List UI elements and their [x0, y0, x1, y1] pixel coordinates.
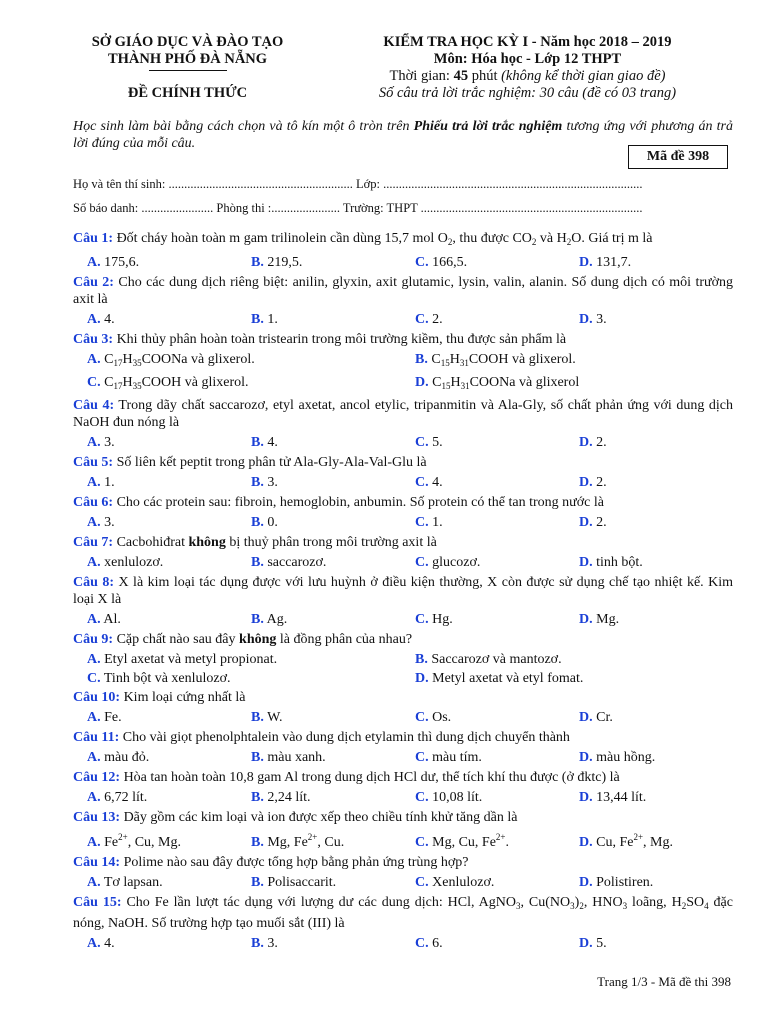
question-14-options	[73, 874, 733, 891]
question-10-options	[73, 709, 733, 726]
option-d: D. màu hồng.	[579, 750, 656, 765]
question-12-options	[73, 789, 733, 806]
question-12: Câu 12: Hòa tan hoàn toàn 10,8 gam Al trong dung dịch HCl dư, thể tích khí thu được (ở đktc) là	[73, 770, 620, 785]
student-id-field: Số báo danh: ....................... Phòng thi :...................... Trường: THPT .......................................................................	[73, 201, 643, 215]
option-b: B. màu xanh.	[251, 750, 326, 765]
question-1: Câu 1: Đốt cháy hoàn toàn m gam trilinolein cần dùng 15,7 mol $O_2$, thu được $CO_2$ và $H_2O$. Giá trị m là	[73, 231, 653, 247]
official-label: ĐỀ CHÍNH THỨC	[127, 85, 248, 101]
question-8: Câu 8: X là kim loại tác dụng được với lưu huỳnh ở điều kiện thường, X còn được sử dụng chế tạo nhiệt kế. Kim loại X là	[73, 575, 734, 607]
dept-line-1: SỞ GIÁO DỤC VÀ ĐÀO TẠO	[91, 34, 284, 50]
option-a: A. Al.	[87, 612, 121, 627]
option-c: C. 10,08 lít.	[415, 790, 483, 805]
exam-title: KIỂM TRA HỌC KỲ I - Năm học 2018 – 2019	[383, 34, 672, 50]
option-c: C. 2.	[415, 312, 443, 327]
option-a: A. màu đỏ.	[87, 750, 150, 765]
option-b: B. saccarozơ.	[251, 555, 327, 570]
question-3-options-row2	[73, 374, 733, 395]
exam-time: Thời gian: 45 phút (không kể thời gian giao đề)	[389, 68, 666, 84]
question-9-options-row1	[73, 651, 733, 668]
option-b: B. W.	[251, 710, 283, 725]
question-11: Câu 11: Cho vài giọt phenolphtalein vào dung dịch etylamin thì dung dịch chuyển thành	[73, 730, 570, 745]
option-c: C. 1.	[415, 515, 443, 530]
option-c: C. Os.	[415, 710, 452, 725]
question-6-options	[73, 514, 733, 531]
option-d: D. Metyl axetat và etyl fomat.	[415, 671, 584, 686]
option-d: D. 13,44 lít.	[579, 790, 647, 805]
question-9-options-row2	[73, 670, 733, 687]
question-8-options	[73, 611, 733, 628]
option-d: D. 2.	[579, 515, 607, 530]
option-a: A. Fe.	[87, 710, 122, 725]
question-4: Câu 4: Trong dãy chất saccarozơ, etyl axetat, ancol etylic, tripanmitin và Ala-Gly, số chất phản ứng với dung dịch NaOH đun nóng là	[73, 398, 733, 430]
question-1-options	[73, 254, 733, 271]
option-c: C. Xenlulozơ.	[415, 875, 495, 890]
option-c: C. glucozơ.	[415, 555, 481, 570]
option-d: D. tinh bột.	[579, 555, 643, 570]
option-d: D. Cr.	[579, 710, 613, 725]
option-d: D. Polistiren.	[579, 875, 654, 890]
question-5: Câu 5: Số liên kết peptit trong phân tử Ala-Gly-Ala-Val-Glu là	[73, 455, 427, 470]
option-a: A. Tơ lapsan.	[87, 875, 163, 890]
option-c: C. 5.	[415, 435, 443, 450]
student-name-field: Họ và tên thí sinh: ........................................................... Lớp: ...................................................................................	[73, 177, 643, 191]
option-b: B. 2,24 lít.	[251, 790, 311, 805]
option-d: D. $C_{15}H_{31}COONa$ và glixerol	[415, 375, 580, 391]
exam-code-box: Mã đề 398	[628, 145, 728, 169]
option-a: A. 4.	[87, 312, 115, 327]
option-b: B. 4.	[251, 435, 278, 450]
instructions: Học sinh làm bài bằng cách chọn và tô kín một ô tròn trên Phiếu trả lời trắc nghiệm tương ứng với phương án trả lời đúng của mỗi câu.	[73, 119, 733, 151]
department-header	[60, 34, 315, 102]
question-7: Câu 7: Cacbohiđrat không bị thuỷ phân trong môi trường axit là	[73, 535, 437, 550]
exam-count: Số câu trả lời trắc nghiệm: 30 câu (đề có 03 trang)	[378, 85, 677, 101]
option-a: A. 1.	[87, 475, 115, 490]
option-c: C. màu tím.	[415, 750, 482, 765]
option-a: A. 3.	[87, 515, 115, 530]
option-a: A. 3.	[87, 435, 115, 450]
question-4-options	[73, 434, 733, 451]
question-11-options	[73, 749, 733, 766]
option-a: A. Etyl axetat và metyl propionat.	[87, 652, 278, 667]
question-2: Câu 2: Cho các dung dịch riêng biệt: anilin, glyxin, axit glutamic, lysin, valin, alanin. Số dung dịch có môi trường axit là	[73, 275, 733, 307]
page-footer: Trang 1/3 - Mã đề thi 398	[597, 974, 731, 989]
option-a: A. $Fe^{2+}$, Cu, Mg.	[87, 832, 181, 850]
option-c: C. 6.	[415, 936, 443, 951]
option-d: D. 2.	[579, 475, 607, 490]
option-d: D. 2.	[579, 435, 607, 450]
question-10: Câu 10: Kim loại cứng nhất là	[73, 690, 246, 705]
question-9: Câu 9: Cặp chất nào sau đây không là đồng phân của nhau?	[73, 632, 413, 647]
option-a: A. 4.	[87, 936, 115, 951]
question-list	[73, 230, 733, 955]
question-5-options	[73, 474, 733, 491]
question-13: Câu 13: Dãy gồm các kim loại và ion được xếp theo chiều tính khử tăng dần là	[73, 810, 518, 825]
option-a: A. xenlulozơ.	[87, 555, 164, 570]
option-b: B. 3.	[251, 475, 278, 490]
question-3-options-row1	[73, 351, 733, 372]
option-c: C. Mg, Cu, $Fe^{2+}$.	[415, 832, 509, 850]
option-b: B. Saccarozơ và mantozơ.	[415, 652, 562, 667]
option-c: C. 166,5.	[415, 255, 468, 270]
option-c: C. Hg.	[415, 612, 453, 627]
option-d: D. 3.	[579, 312, 607, 327]
option-d: D. 5.	[579, 936, 607, 951]
question-15-options	[73, 935, 733, 952]
option-b: B. Ag.	[251, 612, 288, 627]
option-b: B. Mg, $Fe^{2+}$, Cu.	[251, 832, 345, 850]
option-d: D. Mg.	[579, 612, 620, 627]
question-7-options	[73, 554, 733, 571]
option-b: B. Polisaccarit.	[251, 875, 337, 890]
question-2-options	[73, 311, 733, 328]
option-b: B. 219,5.	[251, 255, 303, 270]
header-rule	[149, 70, 227, 71]
option-b: B. $C_{15}H_{31}COOH$ và glixerol.	[415, 352, 576, 368]
question-13-options	[73, 829, 733, 851]
option-b: B. 0.	[251, 515, 278, 530]
option-a: A. 175,6.	[87, 255, 140, 270]
exam-header	[345, 34, 710, 102]
question-14: Câu 14: Polime nào sau đây được tổng hợp bằng phản ứng trùng hợp?	[73, 855, 469, 870]
exam-subject: Môn: Hóa học - Lớp 12 THPT	[433, 51, 622, 67]
option-c: C. 4.	[415, 475, 443, 490]
option-c: C. $C_{17}H_{35}COOH$ và glixerol.	[87, 375, 249, 391]
option-a: A. $C_{17}H_{35}COONa$ và glixerol.	[87, 352, 255, 368]
question-15: Câu 15: Cho Fe lần lượt tác dụng với lượng dư các dung dịch: HCl, AgNO$_3$, $Cu(NO_3)_2$, $HNO_3$ loãng, $H_2SO_4$ đặc nóng, NaOH. Số trường hợp tạo muối sắt (III) là	[73, 895, 733, 931]
dept-line-2: THÀNH PHỐ ĐÀ NẴNG	[107, 51, 268, 67]
option-b: B. 1.	[251, 312, 278, 327]
option-c: C. Tinh bột và xenlulozơ.	[87, 671, 231, 686]
question-6: Câu 6: Cho các protein sau: fibroin, hemoglobin, anbumin. Số protein có thể tan trong nước là	[73, 495, 604, 510]
option-a: A. 6,72 lít.	[87, 790, 148, 805]
question-3: Câu 3: Khi thủy phân hoàn toàn tristearin trong môi trường kiềm, thu được sản phẩm là	[73, 332, 567, 347]
option-b: B. 3.	[251, 936, 278, 951]
option-d: D. 131,7.	[579, 255, 632, 270]
option-d: D. Cu, $Fe^{2+}$, Mg.	[579, 832, 673, 850]
